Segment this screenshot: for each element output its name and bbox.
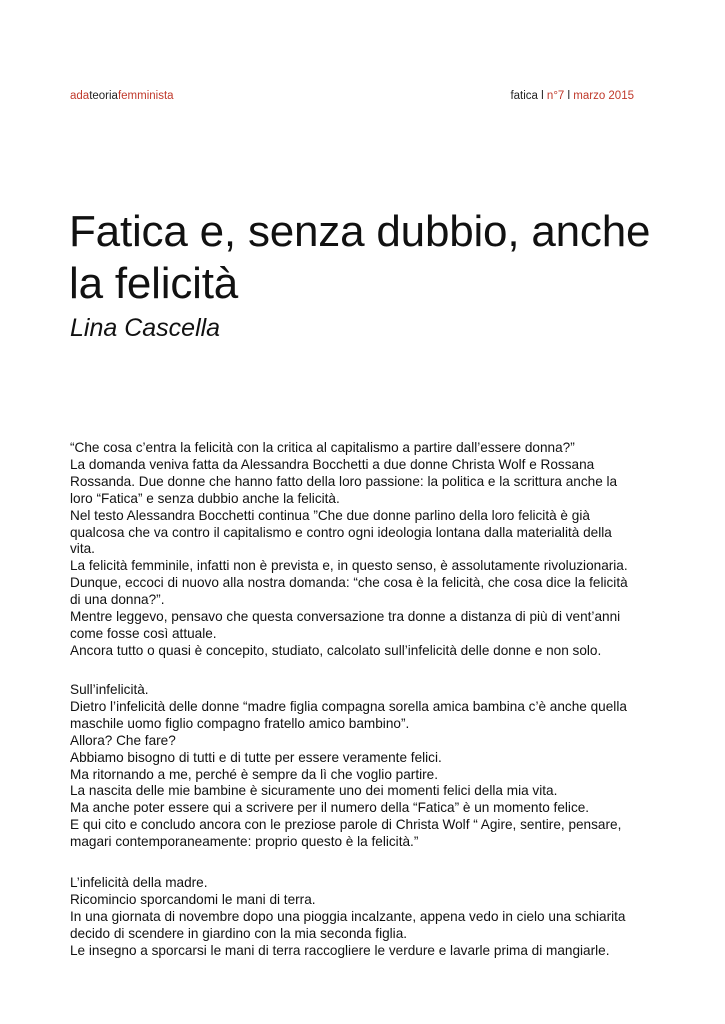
text-line: Ma anche poter essere qui a scrivere per il numero della “Fatica” è un momento felice. — [70, 800, 590, 816]
text-line: maschile uomo figlio compagno fratello amico bambino”. — [70, 715, 410, 731]
article-title-line: Fatica e, senza dubbio, anche — [69, 207, 651, 256]
issue-title: fatica — [510, 90, 538, 102]
article-title-line: la felicità — [69, 259, 238, 308]
text-line: La domanda veniva fatta da Alessandra Bocchetti a due donne Christa Wolf e Rossana — [70, 456, 595, 472]
text-line: La nascita delle mie bambine è sicuramente uno dei momenti felici della mia vita. — [70, 783, 558, 799]
body-section-1 — [70, 440, 660, 660]
text-line: come fosse così attuale. — [70, 625, 217, 641]
section-heading: L’infelicità della madre. — [70, 875, 208, 890]
journal-brand — [70, 88, 174, 104]
body-section-2 — [70, 682, 660, 851]
issue-info — [510, 88, 634, 104]
text-line: qualcosa che va contro il capitalismo e contro ogni ideologia lontana dalla materialità della — [70, 524, 612, 540]
text-line: E qui cito e concludo ancora con le preziose parole di Christa Wolf “ Agire, sentire, pensare, — [70, 817, 622, 833]
body-section-3 — [70, 875, 660, 960]
article-author: Lina Cascella — [70, 314, 221, 342]
text-line: Dunque, eccoci di nuovo alla nostra domanda: “che cosa è la felicità, che cosa dice la felicità — [70, 575, 628, 591]
text-line: Dietro l’infelicità delle donne “madre figlia compagna sorella amica bambina c’è anche quella — [70, 698, 627, 714]
text-line: loro “Fatica” e senza dubbio anche la felicità. — [70, 490, 340, 506]
issue-separator: l — [564, 90, 574, 102]
text-line: di una donna?”. — [70, 592, 165, 608]
text-line: decido di scendere in giardino con la mia seconda figlia. — [70, 925, 408, 941]
brand-ada: ada — [70, 90, 90, 102]
text-line: “Che cosa c’entra la felicità con la critica al capitalismo a partire dall’essere donna?” — [70, 440, 575, 455]
text-line: vita. — [70, 541, 95, 557]
brand-femminista: femminista — [117, 90, 174, 102]
issue-date: marzo 2015 — [573, 90, 634, 102]
text-line: Le insegno a sporcarsi le mani di terra raccogliere le verdure e lavarle prima di mangiarle. — [70, 942, 610, 958]
text-line: Ricomincio sporcandomi le mani di terra. — [70, 891, 316, 907]
text-line: magari contemporaneamente: proprio questo è la felicità.” — [70, 834, 419, 850]
text-line: La felicità femminile, infatti non è prevista e, in questo senso, è assolutamente rivoluzionaria. — [70, 558, 628, 574]
text-line: Ma ritornando a me, perché è sempre da lì che voglio partire. — [70, 766, 438, 782]
text-line: Ancora tutto o quasi è concepito, studiato, calcolato sull’infelicità delle donne e non solo. — [70, 642, 602, 658]
page-header — [70, 88, 634, 104]
text-line: In una giornata di novembre dopo una pioggia incalzante, appena vedo in cielo una schiarita — [70, 908, 626, 924]
text-line: Allora? Che fare? — [70, 732, 176, 748]
issue-number: n°7 — [546, 90, 565, 102]
text-line: Nel testo Alessandra Bocchetti continua ”Che due donne parlino della loro felicità è già — [70, 507, 590, 523]
issue-separator: l — [537, 90, 547, 102]
brand-teoria: teoria — [89, 90, 118, 102]
text-line: Rossanda. Due donne che hanno fatto della loro passione: la politica e la scrittura anche la — [70, 473, 618, 489]
text-line: Abbiamo bisogno di tutti e di tutte per essere veramente felici. — [70, 749, 442, 765]
article-title — [69, 206, 689, 310]
text-line: Mentre leggevo, pensavo che questa conversazione tra donne a distanza di più di vent’anni — [70, 609, 621, 625]
section-heading: Sull’infelicità. — [70, 682, 149, 697]
